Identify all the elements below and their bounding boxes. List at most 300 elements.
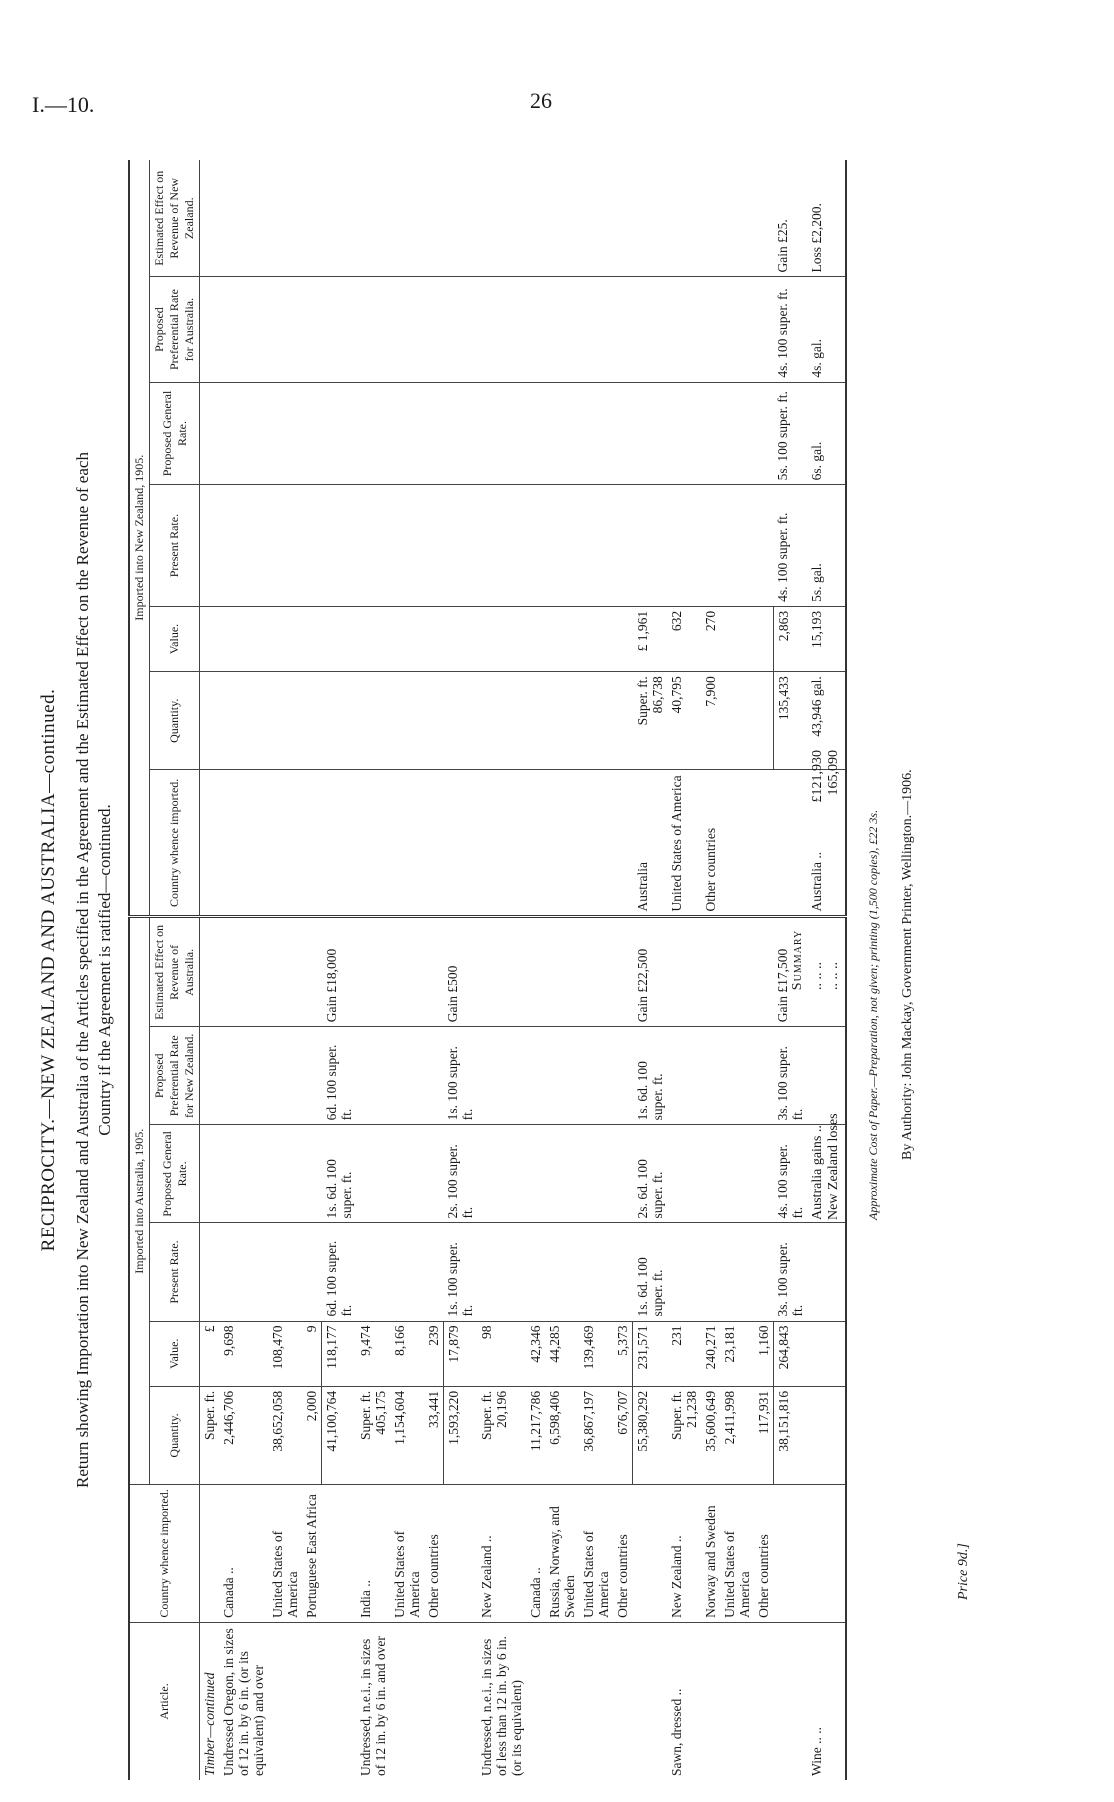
- cell-nz-quantity: 40,795: [667, 672, 701, 770]
- column-header-nz-value: Value.: [150, 606, 200, 671]
- cell-estimated-effect-new-zealand: [667, 160, 701, 277]
- cell-value: 240,271: [701, 1321, 720, 1386]
- document-subtitle: [72, 160, 116, 1780]
- cell-value: 139,469: [579, 1321, 613, 1386]
- cell-proposed-preferential-rate: [667, 1027, 701, 1125]
- cell-nz-proposed-general-rate: [526, 382, 545, 485]
- cell-article: [424, 1622, 444, 1780]
- cell-nz-country: United States of America: [667, 770, 701, 917]
- cell-country: United States of America: [579, 1485, 613, 1623]
- cell-estimated-effect-new-zealand: [390, 160, 424, 277]
- cell-value: 23,181: [720, 1321, 754, 1386]
- cell-proposed-preferential-rate: [424, 1027, 444, 1125]
- rotated-content: [30, 120, 1090, 1780]
- cell-nz-quantity: [390, 672, 424, 770]
- cell-present-rate: [200, 1223, 220, 1321]
- cell-nz-country: [200, 770, 220, 917]
- cell-nz-quantity: [443, 672, 477, 770]
- cell-quantity: 35,600,649: [701, 1386, 720, 1484]
- cell-proposed-preferential-rate: [356, 1027, 390, 1125]
- cell-nz-proposed-general-rate: [219, 382, 268, 485]
- cell-article: [579, 1622, 613, 1780]
- cell-quantity: 38,151,816: [773, 1386, 807, 1484]
- cell-proposed-preferential-rate: [720, 1027, 754, 1125]
- cell-nz-proposed-general-rate: [200, 382, 220, 485]
- cell-quantity: Super. ft. 405,175: [356, 1386, 390, 1484]
- cell-nz-quantity: [219, 672, 268, 770]
- cell-nz-proposed-preferential-rate: [720, 277, 754, 382]
- cell-nz-country: [443, 770, 477, 917]
- cell-nz-value: [545, 606, 579, 671]
- cell-proposed-general-rate: 2s. 100 super. ft.: [443, 1125, 477, 1223]
- cell-nz-value: 270: [701, 606, 720, 671]
- cell-article: Sawn, dressed ..: [668, 1688, 684, 1776]
- cell-quantity: 2,411,998: [720, 1386, 754, 1484]
- cell-country: United States of America: [720, 1485, 754, 1623]
- cell-value: £: [200, 1321, 220, 1386]
- cell-present-rate: [545, 1223, 579, 1321]
- cell-value: 1,160: [754, 1321, 774, 1386]
- cell-nz-quantity: [477, 672, 526, 770]
- column-header-present-rate: Present Rate.: [150, 1223, 200, 1321]
- cell-nz-value: [302, 606, 322, 671]
- cell-estimated-effect-new-zealand: [424, 160, 444, 277]
- cell-quantity: 38,652,058: [268, 1386, 302, 1484]
- cell-quantity: 33,441: [424, 1386, 444, 1484]
- cell-country: [443, 1485, 477, 1623]
- group-header-australia: Imported into Australia, 1905.: [129, 917, 150, 1485]
- cell-estimated-effect-new-zealand: [443, 160, 477, 277]
- cell-nz-quantity: [526, 672, 545, 770]
- cell-proposed-preferential-rate: [526, 1027, 545, 1125]
- cell-present-rate: [667, 1223, 701, 1321]
- cell-proposed-preferential-rate: [200, 1027, 220, 1125]
- group-header-new-zealand: Imported into New Zealand, 1905.: [129, 160, 150, 917]
- cell-estimated-effect-australia: [302, 917, 322, 1027]
- cell-present-rate: 1s. 6d. 100 super. ft.: [633, 1223, 667, 1321]
- table-row: [633, 160, 667, 1780]
- cell-present-rate: [219, 1223, 268, 1321]
- cell-value: 264,843: [773, 1321, 807, 1386]
- cell-nz-proposed-preferential-rate: [424, 277, 444, 382]
- cell-value: [807, 1321, 846, 1386]
- cell-nz-value: 632: [667, 606, 701, 671]
- cell-nz-proposed-general-rate: 6s. gal.: [807, 382, 846, 485]
- cell-nz-quantity: [613, 672, 633, 770]
- document-title: RECIPROCITY.—NEW ZEALAND AND AUSTRALIA—continued.: [38, 688, 59, 1252]
- cell-proposed-preferential-rate: [219, 1027, 268, 1125]
- cell-nz-quantity: Super. ft. 86,738: [633, 672, 667, 770]
- cell-nz-proposed-preferential-rate: [443, 277, 477, 382]
- cell-proposed-preferential-rate: [701, 1027, 720, 1125]
- cell-article: Timber—continued: [202, 1672, 217, 1776]
- cell-estimated-effect-new-zealand: [526, 160, 545, 277]
- cell-nz-quantity: [200, 672, 220, 770]
- column-header-nz-quantity: Quantity.: [150, 672, 200, 770]
- cell-proposed-general-rate: [200, 1125, 220, 1223]
- column-header-value: Value.: [150, 1321, 200, 1386]
- table-row: [579, 160, 613, 1780]
- cell-nz-present-rate: [613, 485, 633, 606]
- cell-nz-proposed-general-rate: [356, 382, 390, 485]
- cell-nz-country: [219, 770, 268, 917]
- cell-article: Undressed, n.e.i., in sizes of 12 in. by 6 in. and over: [357, 1636, 388, 1776]
- cell-nz-quantity: [545, 672, 579, 770]
- cell-country: Other countries: [754, 1485, 774, 1623]
- subtitle-line-1: Return showing Importation into New Zealand and Australia of the Articles specified in the Agreement and the Estimated Effect on the Revenue of each: [73, 452, 92, 1488]
- cell-nz-value: [526, 606, 545, 671]
- cell-estimated-effect-new-zealand: [633, 160, 667, 277]
- cell-estimated-effect-new-zealand: Loss £2,200.: [807, 160, 846, 277]
- cell-estimated-effect-australia: [545, 917, 579, 1027]
- cell-nz-proposed-preferential-rate: [701, 277, 720, 382]
- cell-estimated-effect-australia: [754, 917, 774, 1027]
- column-header-estimated-effect-australia: Estimated Effect on Revenue of Australia.: [150, 917, 200, 1027]
- cell-nz-country: Other countries: [701, 770, 720, 917]
- cell-nz-country: [579, 770, 613, 917]
- cell-nz-proposed-general-rate: [701, 382, 720, 485]
- cell-article: [754, 1622, 774, 1780]
- cell-proposed-general-rate: [613, 1125, 633, 1223]
- cell-nz-value: [390, 606, 424, 671]
- cell-country: India ..: [356, 1485, 390, 1623]
- summary-leader-dots: .. .. ..: [810, 962, 825, 990]
- cell-present-rate: [701, 1223, 720, 1321]
- cell-nz-present-rate: [754, 485, 774, 606]
- cell-present-rate: 3s. 100 super. ft.: [773, 1223, 807, 1321]
- table-row: [302, 160, 322, 1780]
- table-row: [667, 160, 701, 1780]
- cell-nz-present-rate: [322, 485, 356, 606]
- cell-nz-value: [443, 606, 477, 671]
- cell-present-rate: 6d. 100 super. ft.: [322, 1223, 356, 1321]
- cell-nz-country: [322, 770, 356, 917]
- cell-estimated-effect-australia: [219, 917, 268, 1027]
- cell-nz-proposed-general-rate: [720, 382, 754, 485]
- cell-nz-value: [356, 606, 390, 671]
- cell-nz-country: [613, 770, 633, 917]
- cell-nz-quantity: [579, 672, 613, 770]
- table-row: [356, 160, 390, 1780]
- cell-nz-present-rate: [356, 485, 390, 606]
- cell-proposed-general-rate: [268, 1125, 302, 1223]
- cell-nz-present-rate: [633, 485, 667, 606]
- cell-proposed-preferential-rate: [477, 1027, 526, 1125]
- cell-proposed-general-rate: 4s. 100 super. ft.: [773, 1125, 807, 1223]
- cell-nz-proposed-preferential-rate: [219, 277, 268, 382]
- cell-proposed-preferential-rate: [579, 1027, 613, 1125]
- cell-nz-present-rate: [701, 485, 720, 606]
- cell-nz-proposed-general-rate: [477, 382, 526, 485]
- cell-proposed-general-rate: [667, 1125, 701, 1223]
- cell-nz-proposed-general-rate: 5s. 100 super. ft.: [773, 382, 807, 485]
- summary-row: [810, 700, 826, 1220]
- cell-article: [302, 1622, 322, 1780]
- cell-nz-proposed-preferential-rate: [633, 277, 667, 382]
- summary-amount: 165,090: [826, 750, 841, 796]
- cell-value: 118,177: [322, 1321, 356, 1386]
- cell-estimated-effect-australia: [667, 917, 701, 1027]
- cell-estimated-effect-australia: [268, 917, 302, 1027]
- summary-row: [826, 700, 842, 1220]
- cell-country: New Zealand ..: [667, 1485, 701, 1623]
- cell-present-rate: 1s. 100 super. ft.: [443, 1223, 477, 1321]
- summary-leader-dots: .. .. ..: [826, 962, 841, 990]
- cell-quantity: 11,217,786: [526, 1386, 545, 1484]
- table-row: [754, 160, 774, 1780]
- cell-estimated-effect-new-zealand: [200, 160, 220, 277]
- cell-proposed-general-rate: [579, 1125, 613, 1223]
- cell-proposed-general-rate: 2s. 6d. 100 super. ft.: [633, 1125, 667, 1223]
- cell-nz-value: [322, 606, 356, 671]
- cell-article: [526, 1622, 545, 1780]
- cell-country: Portuguese East Africa: [302, 1485, 322, 1623]
- subtitle-line-2: Country if the Agreement is ratified—continued.: [95, 804, 114, 1136]
- cell-article: [773, 1622, 807, 1780]
- document-reference: I.—10.: [32, 92, 95, 117]
- cell-nz-present-rate: [720, 485, 754, 606]
- cell-quantity: 2,446,706: [219, 1386, 268, 1484]
- cell-nz-country: [545, 770, 579, 917]
- cell-value: 9: [302, 1321, 322, 1386]
- cell-nz-proposed-general-rate: [302, 382, 322, 485]
- cell-country: Canada ..: [526, 1485, 545, 1623]
- cell-proposed-preferential-rate: [302, 1027, 322, 1125]
- cell-quantity: 41,100,764: [322, 1386, 356, 1484]
- cell-country: Canada ..: [219, 1485, 268, 1623]
- cell-present-rate: [356, 1223, 390, 1321]
- table-row: [424, 160, 444, 1780]
- table-row: [545, 160, 579, 1780]
- summary-label: Australia gains ..: [810, 1125, 825, 1220]
- cell-quantity: 2,000: [302, 1386, 322, 1484]
- cell-nz-proposed-general-rate: [667, 382, 701, 485]
- cell-country: Norway and Sweden: [701, 1485, 720, 1623]
- page-number: 26: [530, 88, 552, 113]
- column-header-proposed-general-rate: Proposed General Rate.: [150, 1125, 200, 1223]
- cell-country: [807, 1485, 846, 1623]
- column-header-nz-proposed-preferential-rate-australia: Proposed Preferential Rate for Australia.: [150, 277, 200, 382]
- cell-estimated-effect-new-zealand: [356, 160, 390, 277]
- cell-nz-quantity: [424, 672, 444, 770]
- cell-nz-country: [477, 770, 526, 917]
- cell-value: 8,166: [390, 1321, 424, 1386]
- table-row: [268, 160, 302, 1780]
- cell-article: [268, 1622, 302, 1780]
- cell-estimated-effect-australia: Gain £18,000: [322, 917, 356, 1027]
- cell-quantity: Super. ft. 20,196: [477, 1386, 526, 1484]
- cell-estimated-effect-australia: [613, 917, 633, 1027]
- cell-nz-country: [390, 770, 424, 917]
- cell-article: [322, 1622, 356, 1780]
- cell-proposed-general-rate: [701, 1125, 720, 1223]
- cell-nz-proposed-preferential-rate: [754, 277, 774, 382]
- cell-nz-proposed-general-rate: [613, 382, 633, 485]
- cell-nz-country: Australia ..: [807, 770, 846, 917]
- cell-estimated-effect-new-zealand: [720, 160, 754, 277]
- cell-estimated-effect-new-zealand: [219, 160, 268, 277]
- cell-nz-proposed-preferential-rate: [322, 277, 356, 382]
- cell-estimated-effect-australia: [526, 917, 545, 1027]
- cell-estimated-effect-australia: Gain £17,500: [773, 917, 807, 1027]
- cell-article: [720, 1622, 754, 1780]
- cell-proposed-general-rate: [302, 1125, 322, 1223]
- table-row: [720, 160, 754, 1780]
- cell-present-rate: [477, 1223, 526, 1321]
- summary-label: New Zealand loses: [826, 1113, 841, 1220]
- cell-estimated-effect-australia: [424, 917, 444, 1027]
- cell-estimated-effect-australia: [390, 917, 424, 1027]
- cell-quantity: 55,380,292: [633, 1386, 667, 1484]
- cell-value: 231,571: [633, 1321, 667, 1386]
- cell-quantity: [807, 1386, 846, 1484]
- cell-nz-country: [754, 770, 774, 917]
- authority-line: By Authority: John Mackay, Government Printer, Wellington.—1906.: [900, 769, 915, 1160]
- cell-nz-present-rate: [477, 485, 526, 606]
- cell-nz-proposed-preferential-rate: [526, 277, 545, 382]
- cell-nz-value: £ 1,961: [633, 606, 667, 671]
- returns-table: [128, 160, 847, 1780]
- cell-nz-quantity: [754, 672, 774, 770]
- column-header-article: Article.: [129, 1622, 200, 1780]
- cell-value: 239: [424, 1321, 444, 1386]
- cell-present-rate: [579, 1223, 613, 1321]
- cell-proposed-general-rate: [219, 1125, 268, 1223]
- cell-estimated-effect-new-zealand: [613, 160, 633, 277]
- cell-nz-value: [754, 606, 774, 671]
- cell-nz-proposed-general-rate: [633, 382, 667, 485]
- cell-article: [390, 1622, 424, 1780]
- cell-proposed-preferential-rate: [268, 1027, 302, 1125]
- cell-estimated-effect-new-zealand: [477, 160, 526, 277]
- cell-present-rate: [390, 1223, 424, 1321]
- cell-nz-country: [424, 770, 444, 917]
- cell-nz-proposed-general-rate: [322, 382, 356, 485]
- cell-estimated-effect-australia: Gain £22,500: [633, 917, 667, 1027]
- cell-nz-present-rate: [302, 485, 322, 606]
- cell-country: United States of America: [268, 1485, 302, 1623]
- cell-nz-country: Australia: [633, 770, 667, 917]
- cell-quantity: 117,931: [754, 1386, 774, 1484]
- cell-nz-proposed-preferential-rate: [477, 277, 526, 382]
- table-row: [613, 160, 633, 1780]
- cell-nz-quantity: [356, 672, 390, 770]
- cell-proposed-preferential-rate: 6d. 100 super. ft.: [322, 1027, 356, 1125]
- cell-nz-present-rate: 5s. gal.: [807, 485, 846, 606]
- cell-nz-proposed-preferential-rate: 4s. 100 super. ft.: [773, 277, 807, 382]
- cell-estimated-effect-australia: [477, 917, 526, 1027]
- column-header-estimated-effect-new-zealand: Estimated Effect on Revenue of New Zealand.: [150, 160, 200, 277]
- cell-nz-present-rate: [545, 485, 579, 606]
- cell-nz-present-rate: [390, 485, 424, 606]
- cell-proposed-general-rate: [390, 1125, 424, 1223]
- cell-nz-value: [720, 606, 754, 671]
- cell-nz-quantity: [720, 672, 754, 770]
- cell-nz-value: [579, 606, 613, 671]
- cell-nz-value: [200, 606, 220, 671]
- cell-nz-present-rate: [526, 485, 545, 606]
- table-row: [477, 160, 526, 1780]
- cell-value: 17,879: [443, 1321, 477, 1386]
- cell-country: [322, 1485, 356, 1623]
- cell-nz-proposed-general-rate: [268, 382, 302, 485]
- cell-estimated-effect-new-zealand: [754, 160, 774, 277]
- cell-estimated-effect-australia: Gain £500: [443, 917, 477, 1027]
- cost-note: Approximate Cost of Paper.—Preparation, not given; printing (1,500 copies), £22 3s.: [866, 809, 880, 1220]
- cell-nz-present-rate: [200, 485, 220, 606]
- cell-value: 108,470: [268, 1321, 302, 1386]
- cell-quantity: 36,867,197: [579, 1386, 613, 1484]
- cell-quantity: 6,598,406: [545, 1386, 579, 1484]
- cell-nz-quantity: [268, 672, 302, 770]
- cell-nz-proposed-general-rate: [390, 382, 424, 485]
- cell-estimated-effect-australia: [720, 917, 754, 1027]
- cell-nz-present-rate: [443, 485, 477, 606]
- cell-proposed-general-rate: [754, 1125, 774, 1223]
- cell-quantity: 1,593,220: [443, 1386, 477, 1484]
- cell-article: Undressed, n.e.i., in sizes of less than 12 in. by 6 in. (or its equivalent): [479, 1636, 524, 1776]
- cell-nz-proposed-general-rate: [579, 382, 613, 485]
- cell-nz-value: 15,193: [807, 606, 846, 671]
- cell-proposed-general-rate: [545, 1125, 579, 1223]
- cell-proposed-preferential-rate: [613, 1027, 633, 1125]
- cell-nz-value: [268, 606, 302, 671]
- cell-nz-proposed-general-rate: [545, 382, 579, 485]
- summary-block: [790, 700, 842, 1220]
- cell-estimated-effect-new-zealand: [322, 160, 356, 277]
- cell-value: 42,346: [526, 1321, 545, 1386]
- cell-nz-proposed-preferential-rate: [356, 277, 390, 382]
- cell-nz-proposed-preferential-rate: [579, 277, 613, 382]
- cell-estimated-effect-new-zealand: [302, 160, 322, 277]
- cell-nz-quantity: 43,946 gal.: [807, 672, 846, 770]
- cell-present-rate: [613, 1223, 633, 1321]
- cell-present-rate: [424, 1223, 444, 1321]
- cell-quantity: Super. ft. 21,238: [667, 1386, 701, 1484]
- cell-proposed-preferential-rate: [545, 1027, 579, 1125]
- price-note: Price 9d.]: [956, 1543, 971, 1600]
- cell-country: Other countries: [424, 1485, 444, 1623]
- cell-estimated-effect-new-zealand: [579, 160, 613, 277]
- cell-country: New Zealand ..: [477, 1485, 526, 1623]
- summary-amount: £121,930: [810, 750, 825, 803]
- table-row: [390, 160, 424, 1780]
- cell-quantity: 676,707: [613, 1386, 633, 1484]
- cell-nz-quantity: [302, 672, 322, 770]
- cell-article: Wine .. ..: [807, 1622, 846, 1780]
- cell-estimated-effect-australia: [200, 917, 220, 1027]
- cell-present-rate: [526, 1223, 545, 1321]
- cell-nz-proposed-general-rate: [443, 382, 477, 485]
- cell-present-rate: [302, 1223, 322, 1321]
- cell-country: [773, 1485, 807, 1623]
- cell-quantity: 1,154,604: [390, 1386, 424, 1484]
- column-header-nz-present-rate: Present Rate.: [150, 485, 200, 606]
- cell-proposed-preferential-rate: 3s. 100 super. ft.: [773, 1027, 807, 1125]
- cell-country: Russia, Norway, and Sweden: [545, 1485, 579, 1623]
- cell-value: 9,474: [356, 1321, 390, 1386]
- cell-proposed-preferential-rate: 1s. 6d. 100 super. ft.: [633, 1027, 667, 1125]
- cell-proposed-preferential-rate: [754, 1027, 774, 1125]
- column-header-country: Country whence imported.: [129, 1485, 200, 1623]
- cell-value: 231: [667, 1321, 701, 1386]
- cell-value: 98: [477, 1321, 526, 1386]
- cell-article: [545, 1622, 579, 1780]
- cell-nz-value: [477, 606, 526, 671]
- cell-nz-quantity: 7,900: [701, 672, 720, 770]
- cell-article: [701, 1622, 720, 1780]
- cell-article: [633, 1622, 667, 1780]
